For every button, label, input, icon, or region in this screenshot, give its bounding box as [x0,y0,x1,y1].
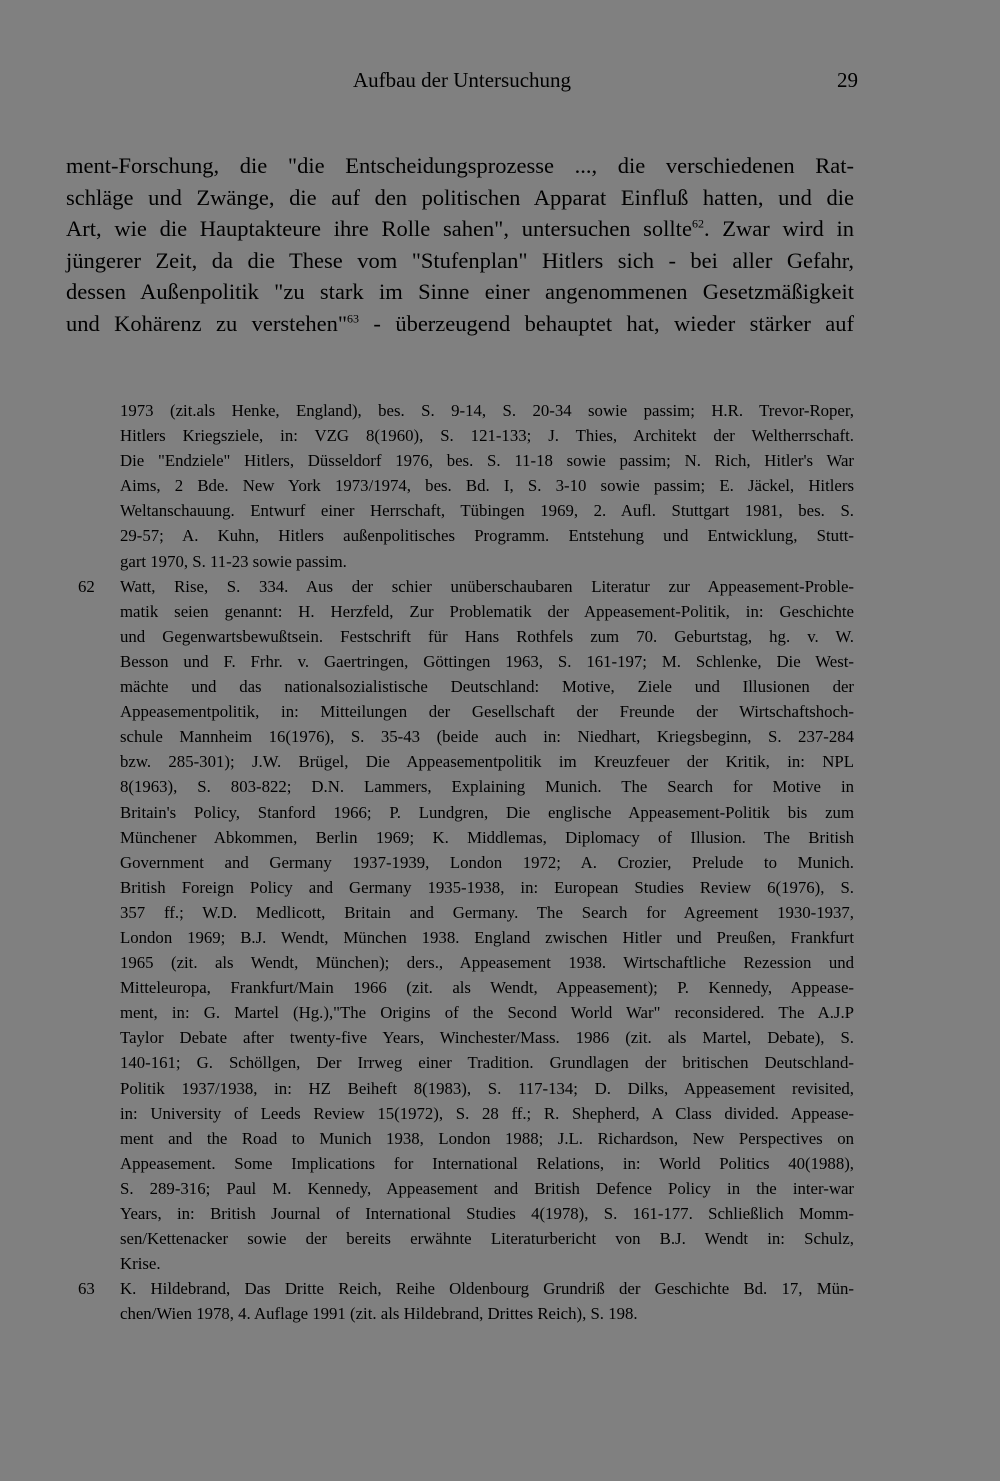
footnote-line: Weltanschauung. Entwurf einer Herrschaft, Tübingen 1969, 2. Aufl. Stuttgart 1981, bes. S. [120,501,854,521]
footnote-line: Besson und F. Frhr. v. Gaertringen, Göttingen 1963, S. 161-197; M. Schlenke, Die West- [120,651,854,671]
body-line: jüngerer Zeit, da die These vom "Stufenplan" Hitlers sich - bei aller Gefahr, [66,247,854,273]
footnote-line: Die "Endziele" Hitlers, Düsseldorf 1976, bes. S. 11-18 sowie passim; N. Rich, Hitler's War [120,451,854,471]
running-title: Aufbau der Untersuchung [352,68,572,92]
body-line: schläge und Zwänge, die auf den politischen Apparat Einfluß hatten, und die [66,184,854,210]
footnote-line: 29-57; A. Kuhn, Hitlers außenpolitisches Programm. Entstehung und Entwicklung, Stutt- [120,526,854,546]
footnote-line: Watt, Rise, S. 334. Aus der schier unüberschaubaren Literatur zur Appeasement-Proble- [120,576,854,596]
body-line-text: Art, wie die Hauptakteure ihre Rolle sahen", untersuchen sollte [66,216,692,242]
body-line-text: und Kohärenz zu verstehen" [66,310,348,336]
footnote-number: 63 [78,1279,95,1299]
footnote-line: sen/Kettenacker sowie der bereits erwähnte Literaturbericht von B.J. Wendt in: Schulz, [120,1229,854,1249]
footnote-line: mächte und das nationalsozialistische Deutschland: Motive, Ziele und Illusionen der [120,677,854,697]
footnote-line: 357 ff.; W.D. Medlicott, Britain and Germany. The Search for Agreement 1930-1937, [120,902,854,922]
footnote-line: Britain's Policy, Stanford 1966; P. Lundgren, Die englische Appeasement-Politik bis zum [120,802,854,822]
body-line-text: - überzeugend behauptet hat, wieder stärker auf [359,310,854,336]
footnote-continuation [66,398,854,574]
footnote-line: K. Hildebrand, Das Dritte Reich, Reihe Oldenbourg Grundriß der Geschichte Bd. 17, Mün- [120,1279,854,1299]
footnote-63 [66,1276,854,1326]
footnote-line: Government and Germany 1937-1939, London 1972; A. Crozier, Prelude to Munich. [120,852,854,872]
footnote-line: 8(1963), S. 803-822; D.N. Lammers, Explaining Munich. The Search for Motive in [120,777,854,797]
footnote-line: Years, in: British Journal of International Studies 4(1978), S. 161-177. Schließlich Momm- [120,1204,854,1223]
body-line [66,308,854,340]
footnote-number: 62 [78,576,95,596]
footnote-line: gart 1970, S. 11-23 sowie passim. [120,551,347,571]
body-line: ment-Forschung, die "die Entscheidungsprozesse ..., die verschiedenen Rat- [66,153,854,178]
footnote-line: Appeasementpolitik, in: Mitteilungen der Gesellschaft der Freunde der Wirtschaftshoch- [120,702,854,722]
running-header [66,68,858,98]
footnote-line: und Gegenwartsbewußtsein. Festschrift für Hans Rothfels zum 70. Geburtstag, hg. v. W. [120,626,854,646]
footnote-line: Taylor Debate after twenty-five Years, Winchester/Mass. 1986 (zit. als Martel, Debate), S. [120,1028,854,1048]
page-number: 29 [837,68,858,92]
footnote-line: Mitteleuropa, Frankfurt/Main 1966 (zit. als Wendt, Appeasement); P. Kennedy, Appease- [120,978,854,998]
footnote-line: matik seien genannt: H. Herzfeld, Zur Problematik der Appeasement-Politik, in: Geschichte [120,601,854,621]
footnote-line: 1973 (zit.als Henke, England), bes. S. 9-14, S. 20-34 sowie passim; H.R. Trevor-Roper, [120,401,854,420]
body-line: dessen Außenpolitik "zu stark im Sinne einer angenommenen Gesetzmäßigkeit [66,279,854,305]
main-text [66,150,854,340]
footnote-line: Münchener Abkommen, Berlin 1969; K. Middlemas, Diplomacy of Illusion. The British [120,827,854,847]
footnote-line: in: University of Leeds Review 15(1972), S. 28 ff.; R. Shepherd, A Class divided. Appease- [120,1103,854,1123]
footnote-62 [66,574,854,1277]
footnotes [66,398,854,1326]
footnote-line: Aims, 2 Bde. New York 1973/1974, bes. Bd. I, S. 3-10 sowie passim; E. Jäckel, Hitlers [120,476,854,496]
footnote-line: 1965 (zit. als Wendt, München); ders., Appeasement 1938. Wirtschaftliche Rezession und [120,953,854,973]
footnote-line: Hitlers Kriegsziele, in: VZG 8(1960), S. 121-133; J. Thies, Architekt der Weltherrschaft. [120,426,854,446]
footnote-ref-62: 62 [691,216,704,231]
footnote-line: schule Mannheim 16(1976), S. 35-43 (beide auch in: Niedhart, Kriegsbeginn, S. 237-284 [120,727,854,747]
footnote-line: bzw. 285-301); J.W. Brügel, Die Appeasementpolitik im Kreuzfeuer der Kritik, in: NPL [120,752,854,772]
footnote-line: ment, in: G. Martel (Hg.),"The Origins of the Second World War" reconsidered. The A.J.P [120,1003,854,1023]
footnote-line: Appeasement. Some Implications for International Relations, in: World Politics 40(1988), [120,1153,854,1173]
footnote-line: S. 289-316; Paul M. Kennedy, Appeasement and British Defence Policy in the inter-war [120,1178,854,1198]
footnote-line: London 1969; B.J. Wendt, München 1938. England zwischen Hitler und Preußen, Frankfurt [120,927,854,947]
footnote-line: 140-161; G. Schöllgen, Der Irrweg einer Tradition. Grundlagen der britischen Deutschland- [120,1053,854,1073]
footnote-line: Krise. [120,1254,161,1274]
body-line [66,213,854,245]
body-line-text: . Zwar wird in [703,216,854,242]
footnote-ref-63: 63 [347,311,360,326]
footnote-line: ment and the Road to Munich 1938, London 1988; J.L. Richardson, New Perspectives on [120,1128,854,1148]
footnote-line: Politik 1937/1938, in: HZ Beiheft 8(1983), S. 117-134; D. Dilks, Appeasement revisited, [120,1078,854,1098]
footnote-line: chen/Wien 1978, 4. Auflage 1991 (zit. als Hildebrand, Drittes Reich), S. 198. [120,1304,638,1324]
footnote-line: British Foreign Policy and Germany 1935-1938, in: European Studies Review 6(1976), S. [120,877,854,897]
